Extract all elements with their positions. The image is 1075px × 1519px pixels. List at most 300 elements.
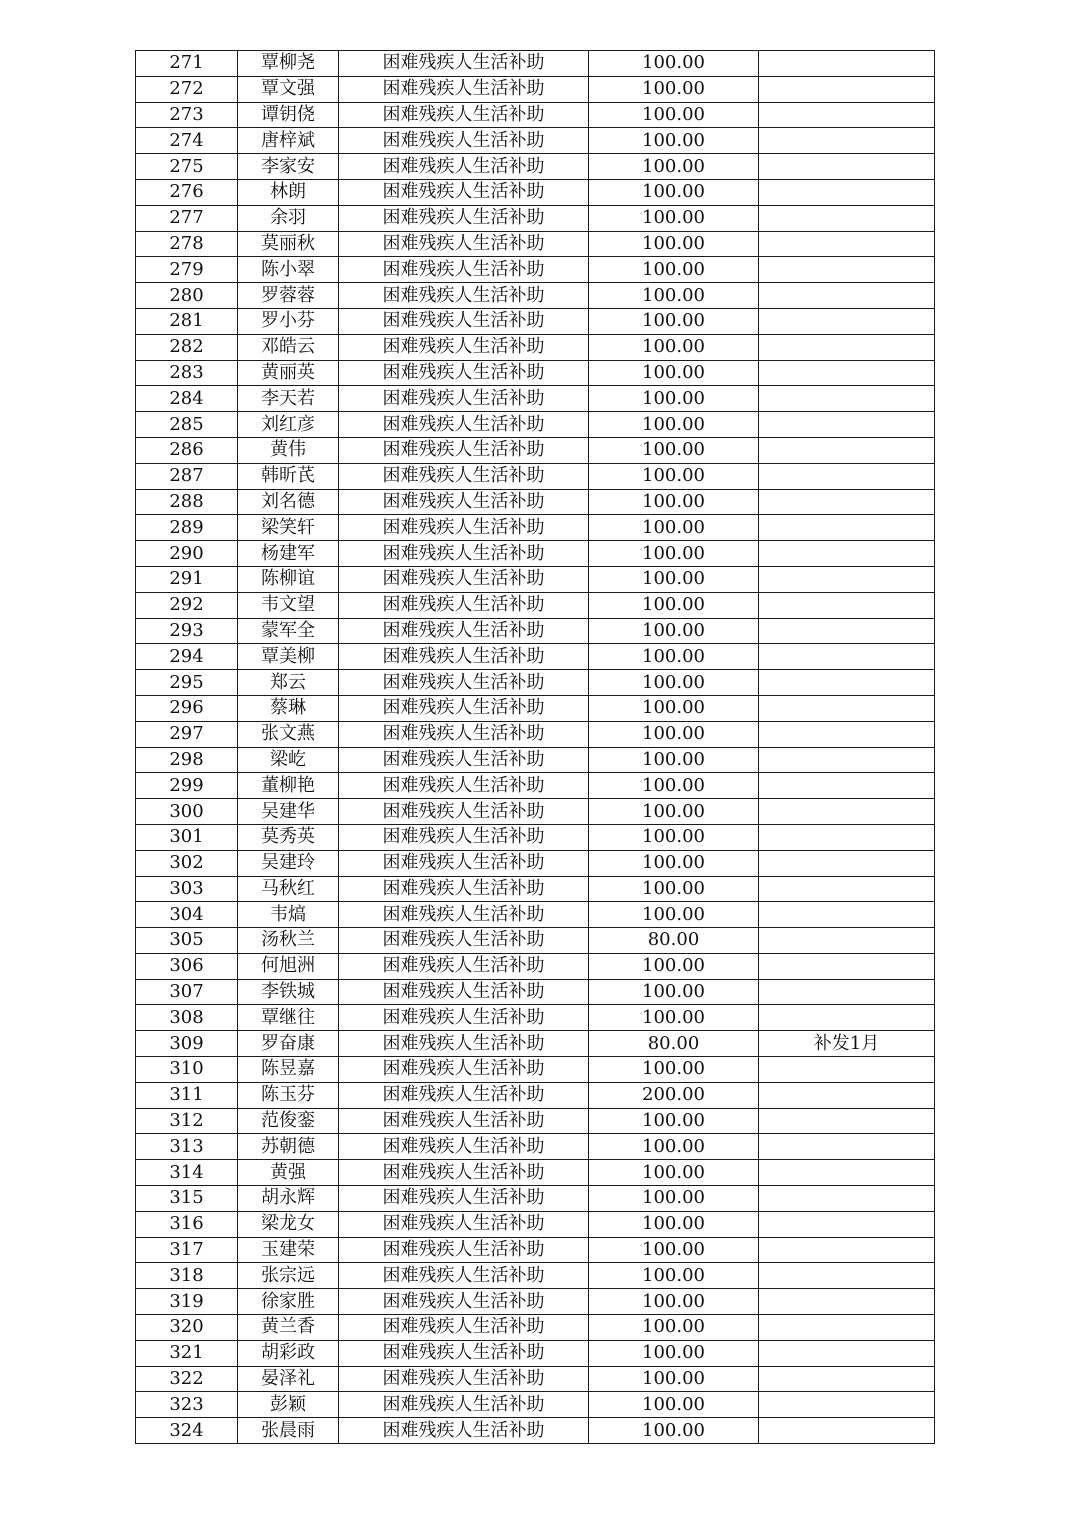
row-number-cell: 293 (136, 618, 238, 644)
amount-cell: 100.00 (589, 1108, 759, 1134)
name-cell: 韦熇 (238, 902, 339, 928)
table-row (136, 51, 935, 77)
table-row (136, 824, 935, 850)
subsidy-item-cell: 困难残疾人生活补助 (339, 876, 589, 902)
remark-cell (759, 928, 935, 954)
table-row (136, 308, 935, 334)
row-number-cell: 279 (136, 257, 238, 283)
table-row (136, 850, 935, 876)
remark-cell (759, 179, 935, 205)
row-number-cell: 305 (136, 928, 238, 954)
row-number-cell: 300 (136, 799, 238, 825)
table-row (136, 1289, 935, 1315)
remark-cell (759, 360, 935, 386)
subsidy-item-cell: 困难残疾人生活补助 (339, 1160, 589, 1186)
subsidy-item-cell: 困难残疾人生活补助 (339, 283, 589, 309)
row-number-cell: 272 (136, 76, 238, 102)
remark-cell (759, 902, 935, 928)
name-cell: 吴建玲 (238, 850, 339, 876)
table-row (136, 1366, 935, 1392)
table-row (136, 1108, 935, 1134)
amount-cell: 100.00 (589, 876, 759, 902)
row-number-cell: 294 (136, 644, 238, 670)
remark-cell (759, 566, 935, 592)
remark-cell (759, 102, 935, 128)
subsidy-item-cell: 困难残疾人生活补助 (339, 618, 589, 644)
remark-cell (759, 695, 935, 721)
row-number-cell: 283 (136, 360, 238, 386)
remark-cell (759, 850, 935, 876)
name-cell: 蔡琳 (238, 695, 339, 721)
row-number-cell: 311 (136, 1082, 238, 1108)
amount-cell: 100.00 (589, 541, 759, 567)
amount-cell: 100.00 (589, 695, 759, 721)
row-number-cell: 277 (136, 205, 238, 231)
remark-cell (759, 1160, 935, 1186)
table-row (136, 386, 935, 412)
row-number-cell: 306 (136, 953, 238, 979)
subsidy-item-cell: 困难残疾人生活补助 (339, 154, 589, 180)
subsidy-item-cell: 困难残疾人生活补助 (339, 463, 589, 489)
row-number-cell: 324 (136, 1418, 238, 1444)
name-cell: 汤秋兰 (238, 928, 339, 954)
row-number-cell: 318 (136, 1263, 238, 1289)
amount-cell: 100.00 (589, 1315, 759, 1341)
remark-cell (759, 51, 935, 77)
amount-cell: 100.00 (589, 1392, 759, 1418)
name-cell: 唐梓斌 (238, 128, 339, 154)
amount-cell: 100.00 (589, 592, 759, 618)
amount-cell: 100.00 (589, 128, 759, 154)
subsidy-item-cell: 困难残疾人生活补助 (339, 334, 589, 360)
remark-cell (759, 824, 935, 850)
subsidy-item-cell: 困难残疾人生活补助 (339, 1082, 589, 1108)
remark-cell (759, 154, 935, 180)
amount-cell: 100.00 (589, 1289, 759, 1315)
subsidy-item-cell: 困难残疾人生活补助 (339, 102, 589, 128)
table-row (136, 1160, 935, 1186)
row-number-cell: 276 (136, 179, 238, 205)
table-row (136, 1340, 935, 1366)
name-cell: 罗奋康 (238, 1031, 339, 1057)
table-row (136, 1315, 935, 1341)
table-row (136, 515, 935, 541)
row-number-cell: 301 (136, 824, 238, 850)
row-number-cell: 299 (136, 773, 238, 799)
table-row (136, 592, 935, 618)
remark-cell (759, 128, 935, 154)
table-row (136, 102, 935, 128)
name-cell: 李家安 (238, 154, 339, 180)
amount-cell: 100.00 (589, 1186, 759, 1212)
amount-cell: 100.00 (589, 1237, 759, 1263)
name-cell: 覃柳尧 (238, 51, 339, 77)
subsidy-item-cell: 困难残疾人生活补助 (339, 799, 589, 825)
amount-cell: 100.00 (589, 670, 759, 696)
row-number-cell: 287 (136, 463, 238, 489)
subsidy-item-cell: 困难残疾人生活补助 (339, 1315, 589, 1341)
name-cell: 谭钥侥 (238, 102, 339, 128)
remark-cell (759, 231, 935, 257)
remark-cell (759, 541, 935, 567)
table-row (136, 1005, 935, 1031)
name-cell: 李铁城 (238, 979, 339, 1005)
subsidy-item-cell: 困难残疾人生活补助 (339, 386, 589, 412)
table-row (136, 566, 935, 592)
name-cell: 韦文望 (238, 592, 339, 618)
row-number-cell: 314 (136, 1160, 238, 1186)
subsidy-item-cell: 困难残疾人生活补助 (339, 308, 589, 334)
row-number-cell: 308 (136, 1005, 238, 1031)
amount-cell: 100.00 (589, 902, 759, 928)
amount-cell: 100.00 (589, 1340, 759, 1366)
amount-cell: 100.00 (589, 231, 759, 257)
subsidy-item-cell: 困难残疾人生活补助 (339, 953, 589, 979)
remark-cell (759, 1186, 935, 1212)
name-cell: 罗蓉蓉 (238, 283, 339, 309)
remark-cell (759, 1211, 935, 1237)
amount-cell: 100.00 (589, 205, 759, 231)
name-cell: 邓皓云 (238, 334, 339, 360)
subsidy-item-cell: 困难残疾人生活补助 (339, 566, 589, 592)
table-row (136, 1237, 935, 1263)
row-number-cell: 302 (136, 850, 238, 876)
row-number-cell: 296 (136, 695, 238, 721)
name-cell: 胡彩政 (238, 1340, 339, 1366)
amount-cell: 100.00 (589, 1057, 759, 1083)
amount-cell: 100.00 (589, 489, 759, 515)
row-number-cell: 278 (136, 231, 238, 257)
subsidy-item-cell: 困难残疾人生活补助 (339, 1031, 589, 1057)
name-cell: 罗小芬 (238, 308, 339, 334)
subsidy-item-cell: 困难残疾人生活补助 (339, 128, 589, 154)
table-row (136, 1211, 935, 1237)
remark-cell (759, 283, 935, 309)
amount-cell: 100.00 (589, 179, 759, 205)
remark-cell (759, 76, 935, 102)
name-cell: 李天若 (238, 386, 339, 412)
remark-cell (759, 592, 935, 618)
remark-cell (759, 386, 935, 412)
amount-cell: 100.00 (589, 773, 759, 799)
table-row (136, 902, 935, 928)
amount-cell: 100.00 (589, 618, 759, 644)
name-cell: 吴建华 (238, 799, 339, 825)
remark-cell (759, 257, 935, 283)
amount-cell: 100.00 (589, 850, 759, 876)
table-row (136, 670, 935, 696)
remark-cell (759, 670, 935, 696)
remark-cell (759, 644, 935, 670)
subsidy-item-cell: 困难残疾人生活补助 (339, 1237, 589, 1263)
name-cell: 莫丽秋 (238, 231, 339, 257)
table-row (136, 360, 935, 386)
row-number-cell: 320 (136, 1315, 238, 1341)
remark-cell (759, 876, 935, 902)
name-cell: 蒙军全 (238, 618, 339, 644)
name-cell: 徐家胜 (238, 1289, 339, 1315)
row-number-cell: 310 (136, 1057, 238, 1083)
subsidy-item-cell: 困难残疾人生活补助 (339, 515, 589, 541)
subsidy-item-cell: 困难残疾人生活补助 (339, 541, 589, 567)
name-cell: 刘名德 (238, 489, 339, 515)
subsidy-item-cell: 困难残疾人生活补助 (339, 979, 589, 1005)
name-cell: 林朗 (238, 179, 339, 205)
row-number-cell: 304 (136, 902, 238, 928)
amount-cell: 100.00 (589, 102, 759, 128)
table-row (136, 721, 935, 747)
name-cell: 覃继往 (238, 1005, 339, 1031)
amount-cell: 100.00 (589, 953, 759, 979)
amount-cell: 100.00 (589, 1005, 759, 1031)
row-number-cell: 281 (136, 308, 238, 334)
subsidy-item-cell: 困难残疾人生活补助 (339, 773, 589, 799)
table-row (136, 463, 935, 489)
amount-cell: 80.00 (589, 1031, 759, 1057)
table-row (136, 644, 935, 670)
table-row (136, 489, 935, 515)
remark-cell (759, 721, 935, 747)
amount-cell: 100.00 (589, 566, 759, 592)
remark-cell (759, 618, 935, 644)
subsidy-item-cell: 困难残疾人生活补助 (339, 437, 589, 463)
table-row (136, 257, 935, 283)
subsidy-item-cell: 困难残疾人生活补助 (339, 592, 589, 618)
subsidy-item-cell: 困难残疾人生活补助 (339, 1211, 589, 1237)
row-number-cell: 313 (136, 1134, 238, 1160)
subsidy-item-cell: 困难残疾人生活补助 (339, 850, 589, 876)
row-number-cell: 309 (136, 1031, 238, 1057)
row-number-cell: 319 (136, 1289, 238, 1315)
remark-cell (759, 1237, 935, 1263)
name-cell: 晏泽礼 (238, 1366, 339, 1392)
name-cell: 马秋红 (238, 876, 339, 902)
table-row (136, 1186, 935, 1212)
subsidy-item-cell: 困难残疾人生活补助 (339, 670, 589, 696)
amount-cell: 100.00 (589, 644, 759, 670)
subsidy-item-cell: 困难残疾人生活补助 (339, 1366, 589, 1392)
row-number-cell: 290 (136, 541, 238, 567)
amount-cell: 100.00 (589, 1134, 759, 1160)
name-cell: 陈柳谊 (238, 566, 339, 592)
remark-cell (759, 1366, 935, 1392)
amount-cell: 100.00 (589, 979, 759, 1005)
table-row (136, 1134, 935, 1160)
amount-cell: 100.00 (589, 515, 759, 541)
table-row (136, 437, 935, 463)
amount-cell: 100.00 (589, 386, 759, 412)
name-cell: 范俊銮 (238, 1108, 339, 1134)
subsidy-table (135, 50, 935, 1444)
amount-cell: 100.00 (589, 1418, 759, 1444)
subsidy-item-cell: 困难残疾人生活补助 (339, 489, 589, 515)
name-cell: 黄伟 (238, 437, 339, 463)
row-number-cell: 303 (136, 876, 238, 902)
subsidy-item-cell: 困难残疾人生活补助 (339, 257, 589, 283)
table-row (136, 1031, 935, 1057)
table-row (136, 747, 935, 773)
table-row (136, 695, 935, 721)
table-row (136, 231, 935, 257)
row-number-cell: 307 (136, 979, 238, 1005)
amount-cell: 100.00 (589, 463, 759, 489)
table-row (136, 541, 935, 567)
subsidy-item-cell: 困难残疾人生活补助 (339, 412, 589, 438)
row-number-cell: 312 (136, 1108, 238, 1134)
row-number-cell: 316 (136, 1211, 238, 1237)
remark-cell (759, 979, 935, 1005)
name-cell: 彭颖 (238, 1392, 339, 1418)
amount-cell: 100.00 (589, 360, 759, 386)
name-cell: 陈小翠 (238, 257, 339, 283)
subsidy-item-cell: 困难残疾人生活补助 (339, 1340, 589, 1366)
amount-cell: 100.00 (589, 747, 759, 773)
remark-cell (759, 1108, 935, 1134)
row-number-cell: 291 (136, 566, 238, 592)
row-number-cell: 292 (136, 592, 238, 618)
subsidy-item-cell: 困难残疾人生活补助 (339, 231, 589, 257)
name-cell: 郑云 (238, 670, 339, 696)
name-cell: 苏朝德 (238, 1134, 339, 1160)
subsidy-item-cell: 困难残疾人生活补助 (339, 928, 589, 954)
row-number-cell: 273 (136, 102, 238, 128)
remark-cell (759, 1289, 935, 1315)
subsidy-item-cell: 困难残疾人生活补助 (339, 1186, 589, 1212)
table-row (136, 1392, 935, 1418)
amount-cell: 100.00 (589, 799, 759, 825)
subsidy-item-cell: 困难残疾人生活补助 (339, 644, 589, 670)
amount-cell: 100.00 (589, 76, 759, 102)
name-cell: 韩昕芪 (238, 463, 339, 489)
subsidy-item-cell: 困难残疾人生活补助 (339, 205, 589, 231)
subsidy-item-cell: 困难残疾人生活补助 (339, 1263, 589, 1289)
subsidy-item-cell: 困难残疾人生活补助 (339, 360, 589, 386)
name-cell: 玉建荣 (238, 1237, 339, 1263)
amount-cell: 100.00 (589, 154, 759, 180)
subsidy-item-cell: 困难残疾人生活补助 (339, 76, 589, 102)
subsidy-item-cell: 困难残疾人生活补助 (339, 695, 589, 721)
remark-cell (759, 799, 935, 825)
table-row (136, 179, 935, 205)
name-cell: 余羽 (238, 205, 339, 231)
row-number-cell: 288 (136, 489, 238, 515)
row-number-cell: 271 (136, 51, 238, 77)
name-cell: 何旭洲 (238, 953, 339, 979)
name-cell: 张晨雨 (238, 1418, 339, 1444)
subsidy-item-cell: 困难残疾人生活补助 (339, 747, 589, 773)
remark-cell (759, 1134, 935, 1160)
amount-cell: 100.00 (589, 1366, 759, 1392)
table-row (136, 799, 935, 825)
subsidy-item-cell: 困难残疾人生活补助 (339, 1392, 589, 1418)
table-row (136, 334, 935, 360)
name-cell: 黄兰香 (238, 1315, 339, 1341)
amount-cell: 100.00 (589, 1160, 759, 1186)
remark-cell (759, 437, 935, 463)
remark-cell (759, 953, 935, 979)
name-cell: 陈玉芬 (238, 1082, 339, 1108)
row-number-cell: 295 (136, 670, 238, 696)
name-cell: 陈昱嘉 (238, 1057, 339, 1083)
table-row (136, 979, 935, 1005)
subsidy-item-cell: 困难残疾人生活补助 (339, 1289, 589, 1315)
remark-cell (759, 515, 935, 541)
table-row (136, 618, 935, 644)
row-number-cell: 289 (136, 515, 238, 541)
amount-cell: 80.00 (589, 928, 759, 954)
table-row (136, 1082, 935, 1108)
remark-cell (759, 308, 935, 334)
subsidy-item-cell: 困难残疾人生活补助 (339, 51, 589, 77)
remark-cell (759, 1418, 935, 1444)
remark-cell (759, 773, 935, 799)
table-row (136, 928, 935, 954)
subsidy-item-cell: 困难残疾人生活补助 (339, 1108, 589, 1134)
row-number-cell: 321 (136, 1340, 238, 1366)
row-number-cell: 298 (136, 747, 238, 773)
table-row (136, 283, 935, 309)
row-number-cell: 323 (136, 1392, 238, 1418)
row-number-cell: 275 (136, 154, 238, 180)
table-row (136, 76, 935, 102)
remark-cell (759, 1340, 935, 1366)
name-cell: 胡永辉 (238, 1186, 339, 1212)
amount-cell: 100.00 (589, 1211, 759, 1237)
amount-cell: 100.00 (589, 308, 759, 334)
row-number-cell: 285 (136, 412, 238, 438)
table-row (136, 1263, 935, 1289)
table-row (136, 953, 935, 979)
remark-cell (759, 1082, 935, 1108)
table-body (136, 51, 935, 1444)
row-number-cell: 315 (136, 1186, 238, 1212)
subsidy-item-cell: 困难残疾人生活补助 (339, 1005, 589, 1031)
amount-cell: 100.00 (589, 334, 759, 360)
name-cell: 莫秀英 (238, 824, 339, 850)
subsidy-item-cell: 困难残疾人生活补助 (339, 1418, 589, 1444)
name-cell: 杨建军 (238, 541, 339, 567)
remark-cell (759, 1057, 935, 1083)
amount-cell: 100.00 (589, 1263, 759, 1289)
name-cell: 刘红彦 (238, 412, 339, 438)
remark-cell (759, 1263, 935, 1289)
amount-cell: 200.00 (589, 1082, 759, 1108)
name-cell: 梁笑轩 (238, 515, 339, 541)
amount-cell: 100.00 (589, 721, 759, 747)
amount-cell: 100.00 (589, 51, 759, 77)
table-row (136, 154, 935, 180)
remark-cell (759, 1315, 935, 1341)
amount-cell: 100.00 (589, 437, 759, 463)
row-number-cell: 322 (136, 1366, 238, 1392)
table-row (136, 773, 935, 799)
remark-cell (759, 205, 935, 231)
subsidy-item-cell: 困难残疾人生活补助 (339, 902, 589, 928)
remark-cell: 补发1月 (759, 1031, 935, 1057)
table-row (136, 1057, 935, 1083)
row-number-cell: 284 (136, 386, 238, 412)
name-cell: 梁龙女 (238, 1211, 339, 1237)
subsidy-item-cell: 困难残疾人生活补助 (339, 179, 589, 205)
remark-cell (759, 489, 935, 515)
name-cell: 梁屹 (238, 747, 339, 773)
name-cell: 黄强 (238, 1160, 339, 1186)
row-number-cell: 280 (136, 283, 238, 309)
remark-cell (759, 412, 935, 438)
amount-cell: 100.00 (589, 824, 759, 850)
amount-cell: 100.00 (589, 412, 759, 438)
row-number-cell: 297 (136, 721, 238, 747)
